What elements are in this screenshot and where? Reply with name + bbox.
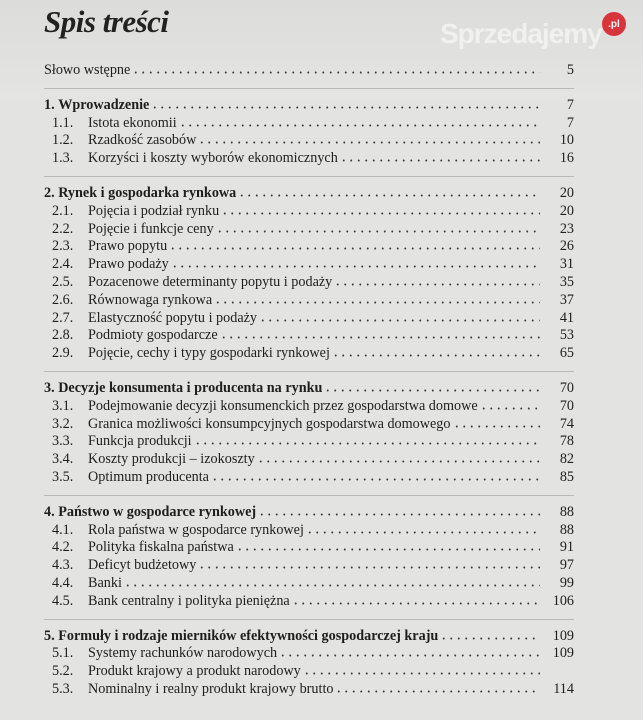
entry-title: Słowo wstępne — [44, 62, 131, 78]
dot-leader — [340, 159, 540, 162]
toc-chapter — [44, 185, 574, 203]
dot-leader — [480, 407, 540, 410]
section-number: 1.3. — [52, 150, 74, 167]
toc-section — [44, 327, 574, 345]
section-title: Podmioty gospodarcze — [88, 327, 218, 344]
toc-section — [44, 433, 574, 451]
toc-section — [44, 345, 574, 363]
section-separator — [44, 371, 574, 372]
section-title: Rola państwa w gospodarce rynkowej — [88, 521, 304, 538]
dot-leader — [132, 71, 540, 74]
dot-leader — [453, 425, 541, 428]
dot-leader — [169, 247, 540, 250]
toc-section — [44, 398, 574, 416]
dot-leader — [335, 690, 540, 693]
section-number: 3.1. — [52, 397, 74, 414]
section-separator — [44, 88, 574, 89]
chapter-page: 109 — [552, 627, 574, 644]
section-number: 2.5. — [52, 273, 74, 290]
dot-leader — [194, 442, 540, 445]
dot-leader — [236, 548, 540, 551]
section-title: Rzadkość zasobów — [88, 132, 197, 149]
section-page: 41 — [559, 309, 574, 326]
dot-leader — [179, 124, 540, 127]
section-title: Pojęcie, cechy i typy gospodarki rynkowej — [88, 345, 330, 362]
section-page: 23 — [559, 220, 574, 237]
dot-leader — [214, 301, 540, 304]
toc-section — [44, 256, 574, 274]
chapter-title: Państwo w gospodarce rynkowej — [58, 503, 257, 520]
section-number: 1.1. — [52, 114, 74, 131]
chapter-title: Formuły i rodzaje mierników efektywności gospodarczej kraju — [58, 627, 439, 644]
section-number: 2.6. — [52, 291, 74, 308]
toc-section — [44, 557, 574, 575]
section-page: 99 — [559, 574, 574, 591]
dot-leader — [324, 389, 540, 392]
section-title: Pojęcia i podział rynku — [88, 202, 220, 219]
chapter-title: Decyzje konsumenta i producenta na rynku — [58, 379, 323, 396]
section-title: Pojęcie i funkcje ceny — [88, 220, 214, 237]
dot-leader — [440, 637, 540, 640]
section-number: 5.1. — [52, 645, 74, 662]
toc-section — [44, 469, 574, 487]
section-page: 109 — [552, 645, 574, 662]
toc-section — [44, 150, 574, 168]
section-page: 35 — [559, 273, 574, 290]
section-page: 16 — [559, 150, 574, 167]
table-of-contents — [44, 62, 574, 699]
toc-section — [44, 274, 574, 292]
dot-leader — [220, 336, 540, 339]
toc-section — [44, 238, 574, 256]
chapter-page: 7 — [566, 96, 574, 113]
section-number: 4.5. — [52, 592, 74, 609]
dot-leader — [334, 283, 540, 286]
dot-leader — [259, 319, 540, 322]
section-title: Równowaga rynkowa — [88, 291, 213, 308]
toc-entry-preface — [44, 62, 574, 80]
section-title: Prawo popytu — [88, 238, 168, 255]
toc-section — [44, 416, 574, 434]
section-page: 85 — [559, 468, 574, 485]
section-number: 2.3. — [52, 238, 74, 255]
toc-section — [44, 115, 574, 133]
section-page: 70 — [559, 397, 574, 414]
chapter-number: 5. — [44, 627, 55, 644]
section-title: Pozacenowe determinanty popytu i podaży — [88, 273, 333, 290]
section-title: Funkcja produkcji — [88, 433, 192, 450]
section-page: 106 — [552, 592, 574, 609]
chapter-page: 20 — [559, 184, 574, 201]
toc-section — [44, 451, 574, 469]
section-title: Prawo podaży — [88, 256, 169, 273]
toc-section — [44, 663, 574, 681]
toc-section — [44, 575, 574, 593]
dot-leader — [258, 513, 540, 516]
toc-section — [44, 522, 574, 540]
section-title: Podejmowanie decyzji konsumenckich przez gospodarstwa domowe — [88, 397, 478, 414]
toc-section — [44, 593, 574, 611]
page-title: Spis treści — [44, 4, 169, 39]
section-number: 5.2. — [52, 663, 74, 680]
dot-leader — [303, 672, 540, 675]
watermark-badge: .pl — [602, 12, 626, 36]
section-number: 5.3. — [52, 680, 74, 697]
chapter-number: 4. — [44, 503, 55, 520]
section-number: 2.4. — [52, 256, 74, 273]
section-page: 78 — [559, 433, 574, 450]
dot-leader — [171, 265, 540, 268]
section-page: 65 — [559, 345, 574, 362]
toc-section — [44, 681, 574, 699]
dot-leader — [124, 584, 540, 587]
dot-leader — [211, 478, 540, 481]
toc-chapter — [44, 504, 574, 522]
toc-section — [44, 132, 574, 150]
section-number: 3.3. — [52, 433, 74, 450]
section-title: Granica możliwości konsumpcyjnych gospodarstwa domowego — [88, 415, 451, 432]
dot-leader — [216, 230, 540, 233]
section-title: Bank centralny i polityka pieniężna — [88, 592, 290, 609]
toc-section — [44, 539, 574, 557]
dot-leader — [257, 460, 540, 463]
section-title: Nominalny i realny produkt krajowy brutto — [88, 680, 334, 697]
section-title: Polityka fiskalna państwa — [88, 539, 234, 556]
section-title: Banki — [88, 574, 122, 591]
chapter-number: 2. — [44, 184, 55, 201]
section-page: 74 — [559, 415, 574, 432]
entry-page: 5 — [566, 62, 574, 78]
dot-leader — [198, 141, 540, 144]
toc-section — [44, 310, 574, 328]
section-number: 3.4. — [52, 451, 74, 468]
section-number: 4.4. — [52, 574, 74, 591]
watermark-logo: Sprzedajemy — [440, 18, 602, 49]
section-page: 97 — [559, 557, 574, 574]
section-title: Produkt krajowy a produkt narodowy — [88, 663, 301, 680]
chapter-number: 1. — [44, 96, 55, 113]
section-page: 91 — [559, 539, 574, 556]
section-title: Koszty produkcji – izokoszty — [88, 451, 255, 468]
chapter-page: 70 — [559, 379, 574, 396]
dot-leader — [332, 354, 540, 357]
toc-section — [44, 221, 574, 239]
section-page: 10 — [559, 132, 574, 149]
section-page: 26 — [559, 238, 574, 255]
section-page: 82 — [559, 451, 574, 468]
dot-leader — [279, 654, 540, 657]
section-page: 114 — [553, 680, 574, 697]
dot-leader — [238, 194, 540, 197]
dot-leader — [306, 531, 540, 534]
section-page: 53 — [559, 327, 574, 344]
section-number: 4.2. — [52, 539, 74, 556]
section-page: 20 — [559, 202, 574, 219]
section-number: 2.1. — [52, 202, 74, 219]
section-separator — [44, 495, 574, 496]
chapter-page: 88 — [559, 503, 574, 520]
section-page: 88 — [559, 521, 574, 538]
section-number: 2.7. — [52, 309, 74, 326]
toc-chapter — [44, 628, 574, 646]
chapter-title: Rynek i gospodarka rynkowa — [58, 184, 237, 201]
section-number: 4.3. — [52, 557, 74, 574]
section-page: 31 — [559, 256, 574, 273]
section-title: Istota ekonomii — [88, 114, 177, 131]
section-number: 3.5. — [52, 468, 74, 485]
section-number: 2.8. — [52, 327, 74, 344]
toc-section — [44, 645, 574, 663]
section-title: Elastyczność popytu i podaży — [88, 309, 258, 326]
toc-chapter — [44, 380, 574, 398]
section-number: 1.2. — [52, 132, 74, 149]
section-separator — [44, 176, 574, 177]
toc-section — [44, 203, 574, 221]
section-title: Deficyt budżetowy — [88, 557, 197, 574]
dot-leader — [151, 106, 540, 109]
section-title: Korzyści i koszty wyborów ekonomicznych — [88, 150, 338, 167]
chapter-number: 3. — [44, 379, 55, 396]
section-title: Systemy rachunków narodowych — [88, 645, 278, 662]
section-separator — [44, 619, 574, 620]
toc-chapter — [44, 97, 574, 115]
section-title: Optimum producenta — [88, 468, 209, 485]
section-number: 4.1. — [52, 521, 74, 538]
section-page: 7 — [566, 114, 574, 131]
dot-leader — [292, 602, 540, 605]
section-number: 2.2. — [52, 220, 74, 237]
dot-leader — [198, 566, 540, 569]
toc-section — [44, 292, 574, 310]
section-number: 2.9. — [52, 345, 74, 362]
chapter-title: Wprowadzenie — [58, 96, 150, 113]
section-number: 3.2. — [52, 415, 74, 432]
dot-leader — [221, 212, 540, 215]
section-page: 37 — [559, 291, 574, 308]
